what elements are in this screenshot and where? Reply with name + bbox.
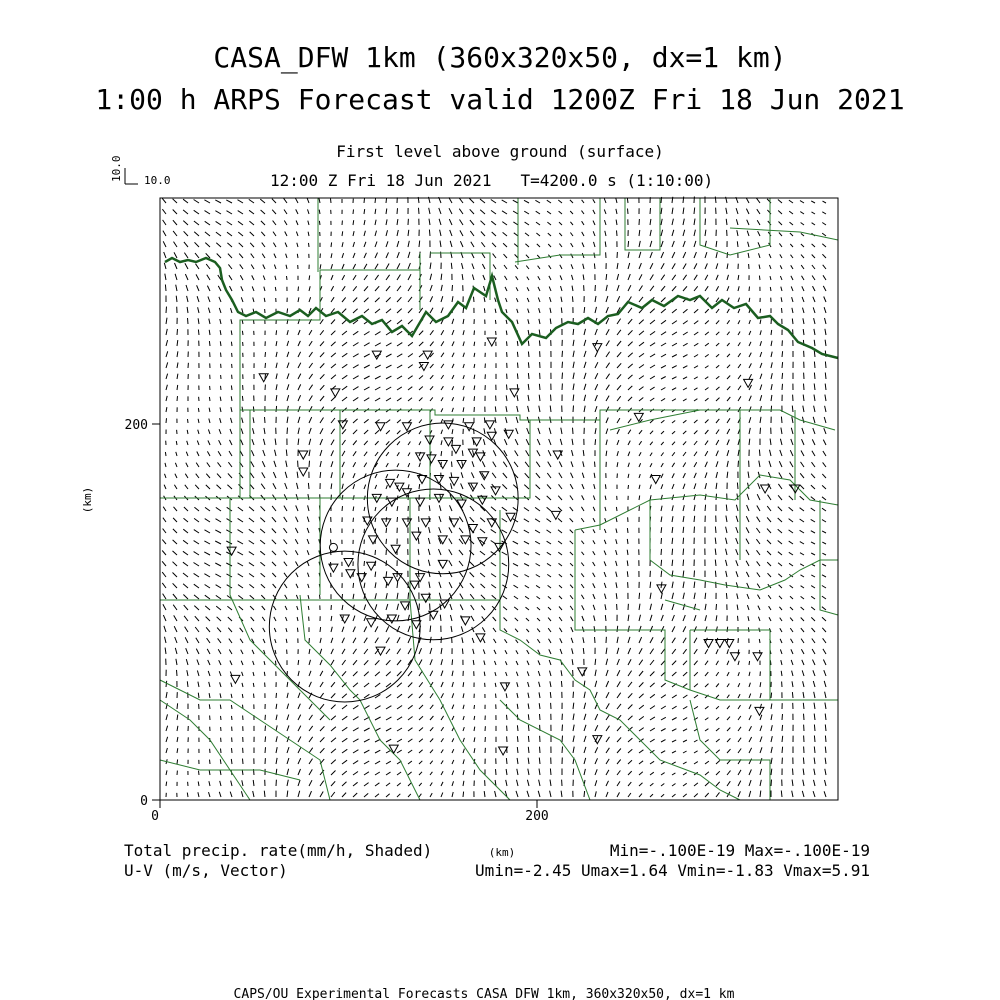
station-marker — [344, 558, 353, 566]
station-marker — [421, 519, 430, 527]
station-marker — [500, 683, 509, 691]
station-marker — [476, 453, 485, 461]
vector-key-horizontal-label: 10.0 — [144, 174, 171, 187]
station-marker — [331, 389, 340, 397]
station-marker — [704, 640, 713, 648]
station-marker — [367, 562, 376, 570]
station-marker — [329, 564, 338, 572]
station-markers — [227, 338, 800, 755]
station-marker — [504, 430, 513, 438]
station-marker — [451, 445, 460, 453]
station-marker — [299, 468, 308, 476]
x-tick-label: 0 — [151, 809, 159, 824]
y-tick-label: 200 — [124, 418, 148, 433]
station-marker — [440, 600, 449, 608]
station-marker — [506, 513, 515, 521]
station-marker — [755, 707, 764, 715]
x-tick-label: 200 — [525, 809, 549, 824]
station-marker — [340, 615, 349, 623]
station-marker — [416, 574, 425, 582]
station-marker — [369, 536, 378, 544]
station-marker — [434, 476, 443, 484]
x-axis-unit: (km) — [488, 846, 516, 859]
station-marker — [444, 421, 453, 429]
station-marker — [725, 640, 734, 648]
red-river — [165, 258, 838, 358]
wind-field-stats: Umin=-2.45 Umax=1.64 Vmin=-1.83 Vmax=5.91 — [475, 861, 870, 880]
y-axis-unit: (km) — [81, 486, 94, 514]
vector-key-vertical-label: 10.0 — [110, 155, 123, 182]
precip-field-stats: Min=-.100E-19 Max=-.100E-19 — [609, 841, 870, 860]
vector-key — [110, 156, 171, 188]
station-marker — [367, 619, 376, 627]
station-marker — [231, 675, 240, 683]
level-label: First level above ground (surface) — [336, 142, 664, 161]
y-tick-label: 0 — [140, 794, 148, 809]
station-marker — [389, 745, 398, 753]
station-marker — [227, 547, 236, 555]
station-marker — [651, 476, 660, 484]
station-marker — [387, 615, 396, 623]
station-marker — [402, 423, 411, 431]
station-marker — [423, 351, 432, 359]
wind-field-label: U-V (m/s, Vector) — [124, 861, 288, 880]
station-marker — [299, 451, 308, 459]
map-title: CASA_DFW 1km (360x320x50, dx=1 km) — [213, 41, 787, 74]
station-marker — [761, 485, 770, 493]
station-marker — [391, 545, 400, 553]
station-marker — [384, 577, 393, 585]
station-marker — [372, 351, 381, 359]
station-marker — [487, 338, 496, 346]
station-marker — [259, 374, 268, 382]
forecast-valid-title: 1:00 h ARPS Forecast valid 1200Z Fri 18 Jun 2021 — [95, 83, 905, 116]
radar-ring — [358, 489, 509, 640]
county-boundaries — [160, 198, 838, 800]
station-marker-circle — [329, 543, 337, 551]
station-marker — [593, 344, 602, 352]
station-marker — [578, 668, 587, 676]
time-label: 12:00 Z Fri 18 Jun 2021 T=4200.0 s (1:10:00) — [270, 171, 714, 190]
credit-line: CAPS/OU Experimental Forecasts CASA DFW 1km, 360x320x50, dx=1 km — [233, 987, 735, 1000]
station-marker — [485, 421, 494, 429]
station-marker — [410, 581, 419, 589]
station-marker — [421, 594, 430, 602]
station-marker — [427, 455, 436, 463]
station-marker — [438, 460, 447, 468]
station-marker — [412, 532, 421, 540]
station-marker — [416, 498, 425, 506]
station-marker — [551, 511, 560, 519]
station-marker — [376, 423, 385, 431]
station-marker — [753, 653, 762, 661]
precip-field-label: Total precip. rate(mm/h, Shaded) — [124, 841, 433, 860]
